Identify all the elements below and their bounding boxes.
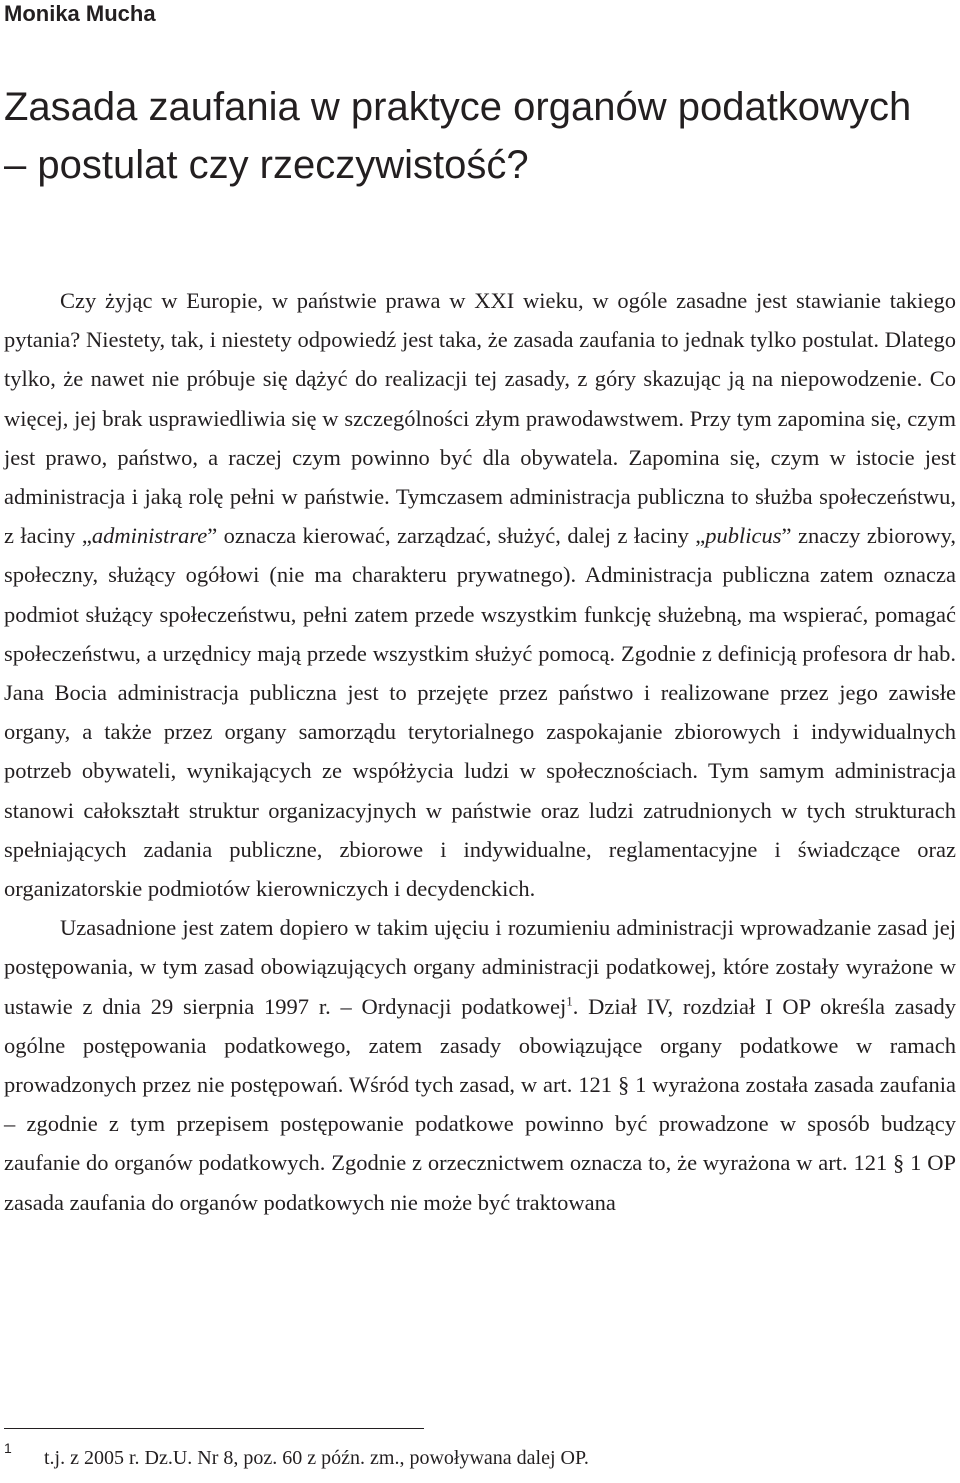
- footnote-separator: [4, 1428, 424, 1429]
- footnote-text: t.j. z 2005 r. Dz.U. Nr 8, poz. 60 z późn. zm., powoływana dalej OP.: [44, 1447, 589, 1469]
- paragraph-1-text-a: Czy żyjąc w Europie, w państwie prawa w XXI wieku, w ogóle zasadne jest stawianie takiego pytania? Niestety, tak, i niestety odpowiedź jest taka, że zasada zaufania to jednak tylko postulat. Dlatego tylko, że nawet nie próbuje się dążyć do realizacji tej zasady, z góry skazując ją na niepowodzenie. Co więcej, jej brak usprawiedliwia się w szczególności złym prawodawstwem. Przy tym zapomina się, czym jest prawo, państwo, a raczej czym powinno być dla obywatela. Zapomina się, czym w istocie jest administracja i jaką rolę pełni w państwie. Tymczasem administracja publiczna to służba społeczeństwu, z łaciny „: [4, 288, 956, 549]
- paragraph-1-text-b: ” oznacza kierować, zarządzać, służyć, dalej z łaciny „: [207, 523, 706, 549]
- paragraph-1-text-c: ” znaczy zbiorowy, społeczny, służący ogółowi (nie ma charakteru prywatnego). Administracja publiczna zatem oznacza podmiot służący społeczeństwu, pełni zatem przede wszystkim funkcję służebną, ma wspierać, pomagać społeczeństwu, a urzędnicy mają przede wszystkim służyć pomocą. Zgodnie z definicją profesora dr hab. Jana Bocia administracja publiczna jest to przejęte przez państwo i realizowane przez jego zawisłe organy, a także przez organy samorządu terytorialnego zaspokajanie zbiorowych i indywidualnych potrzeb obywateli, wynikających ze współżycia ludzi w społecznościach. Tym samym administracja stanowi całokształt struktur organizacyjnych w państwie oraz ludzi zatrudnionych w tych strukturach spełniających zadania publiczne, zbiorowe i indywidualne, reglamentacyjne i świadczące oraz organizatorskie podmiotów kierowniczych i decydenckich.: [4, 523, 956, 902]
- paragraph-2-text-b: . Dział IV, rozdział I OP określa zasady ogólne postępowania podatkowego, zatem zasady obowiązujące organy podatkowe w ramach prowadzonych przez nie postępowań. Wśród tych zasad, w art. 121 § 1 wyrażona została zasada zaufania – zgodnie z tym przepisem postępowanie podatkowe powinno być prowadzone w sposób budzący zaufanie do organów podatkowych. Zgodnie z orzecznictwem oznacza to, że wyrażona w art. 121 § 1 OP zasada zaufania do organów podatkowych nie może być traktowana: [4, 993, 956, 1215]
- term-administrare: administrare: [91, 523, 208, 549]
- article-body: [4, 281, 956, 1222]
- footnote-reference[interactable]: 1: [566, 993, 573, 1009]
- article-title: Zasada zaufania w praktyce organów podatkowych – postulat czy rzeczywistość?: [4, 85, 912, 187]
- footnote: [4, 1436, 904, 1480]
- paragraph-2-text-a: Uzasadnione jest zatem dopiero w takim ujęciu i rozumieniu administracji wprowadzanie zasad jej postępowania, w tym zasad obowiązujących organy administracji podatkowej, które zostały wyrażone w ustawie z dnia 29 sierpnia 1997 r. – Ordynacji podatkowej: [4, 915, 956, 1019]
- footnote-number: 1: [4, 1440, 12, 1456]
- author-name: Monika Mucha: [4, 1, 156, 26]
- term-publicus: publicus: [705, 523, 782, 549]
- paragraph-2: [4, 908, 956, 1222]
- paragraph-1: [4, 281, 956, 908]
